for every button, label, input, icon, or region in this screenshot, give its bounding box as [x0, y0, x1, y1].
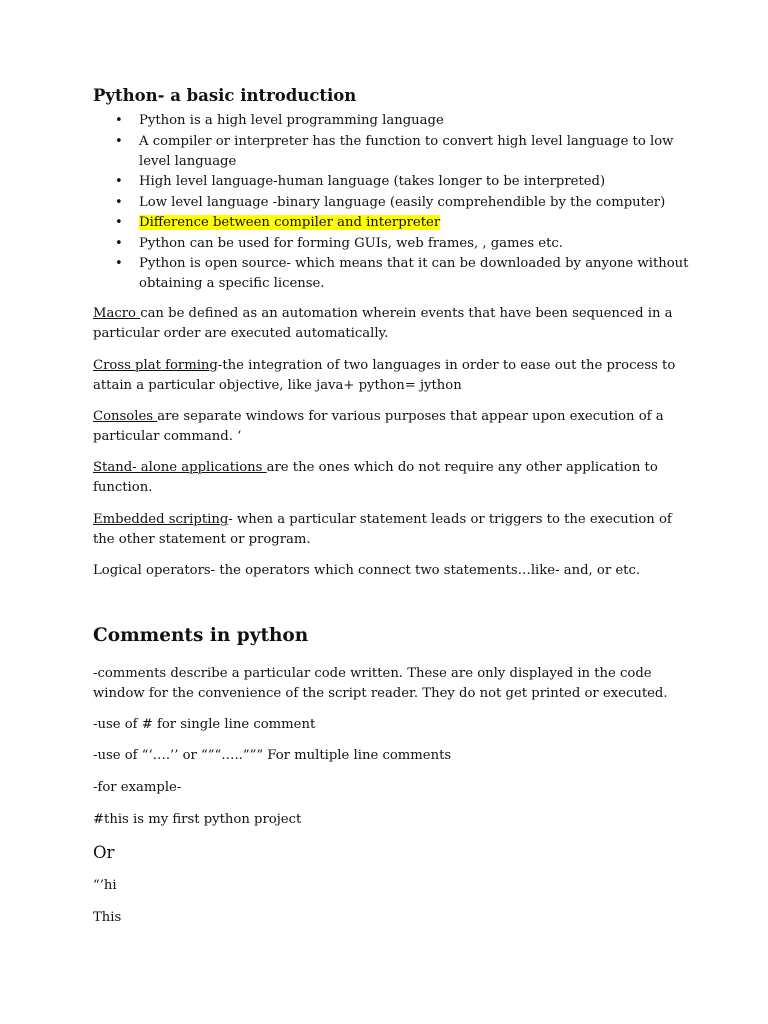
comments-multi-line: -use of “‘….’’ or “”“…..””” For multiple line comments	[93, 748, 452, 763]
definition-cross-plat-forming	[93, 356, 683, 396]
definition-text: are the ones which do not require any other application to function.	[93, 460, 658, 495]
list-item: • Python can be used for forming GUIs, web frames, , games etc.	[93, 234, 693, 254]
list-item: • Python is open source- which means that it can be downloaded by anyone without obtaining a specific license.	[93, 254, 693, 294]
or-label: Or	[93, 843, 115, 862]
logical-operators-paragraph: Logical operators- the operators which connect two statements…like- and, or etc.	[93, 563, 641, 578]
definition-term: Stand- alone applications	[93, 460, 267, 475]
intro-bullet-list	[93, 111, 693, 295]
definition-term: Macro	[93, 306, 141, 321]
section-heading-comments: Comments in python	[93, 625, 309, 646]
section-heading-intro: Python- a basic introduction	[93, 86, 357, 105]
definition-consoles	[93, 407, 683, 447]
definition-text: can be defined as an automation wherein events that have been sequenced in a particular order are executed automatically.	[93, 306, 673, 341]
list-item: • Python is a high level programming language	[93, 111, 693, 131]
highlighted-text: Difference between compiler and interpreter	[139, 215, 441, 230]
definition-embedded-scripting	[93, 510, 683, 550]
comments-example-code: #this is my first python project	[93, 812, 302, 827]
comments-paragraph: -comments describe a particular code written. These are only displayed in the code window for the convenience of the script reader. They do not get printed or executed.	[93, 666, 668, 701]
definition-term: Cross plat forming	[93, 358, 218, 373]
comments-example-label: -for example-	[93, 780, 182, 795]
definition-term: Embedded scripting	[93, 512, 229, 527]
definition-text: - when a particular statement leads or triggers to the execution of the other statement or program.	[93, 512, 672, 547]
definition-text: -the integration of two languages in order to ease out the process to attain a particular objective, like java+ python= jython	[93, 358, 676, 393]
list-item: • Low level language -binary language (easily comprehendible by the computer)	[93, 193, 693, 213]
definition-text: are separate windows for various purposes that appear upon execution of a particular command. ‘	[93, 409, 664, 444]
list-item: • A compiler or interpreter has the function to convert high level language to low level language	[93, 132, 693, 172]
comments-example-this: This	[93, 910, 122, 925]
list-item: • High level language-human language (takes longer to be interpreted)	[93, 172, 693, 192]
definition-macro	[93, 304, 683, 344]
comments-example-quote: “’hi	[93, 878, 117, 893]
list-item-highlighted	[93, 213, 693, 233]
comments-single-line: -use of # for single line comment	[93, 717, 316, 732]
definition-stand-alone	[93, 458, 683, 498]
definition-term: Consoles	[93, 409, 158, 424]
